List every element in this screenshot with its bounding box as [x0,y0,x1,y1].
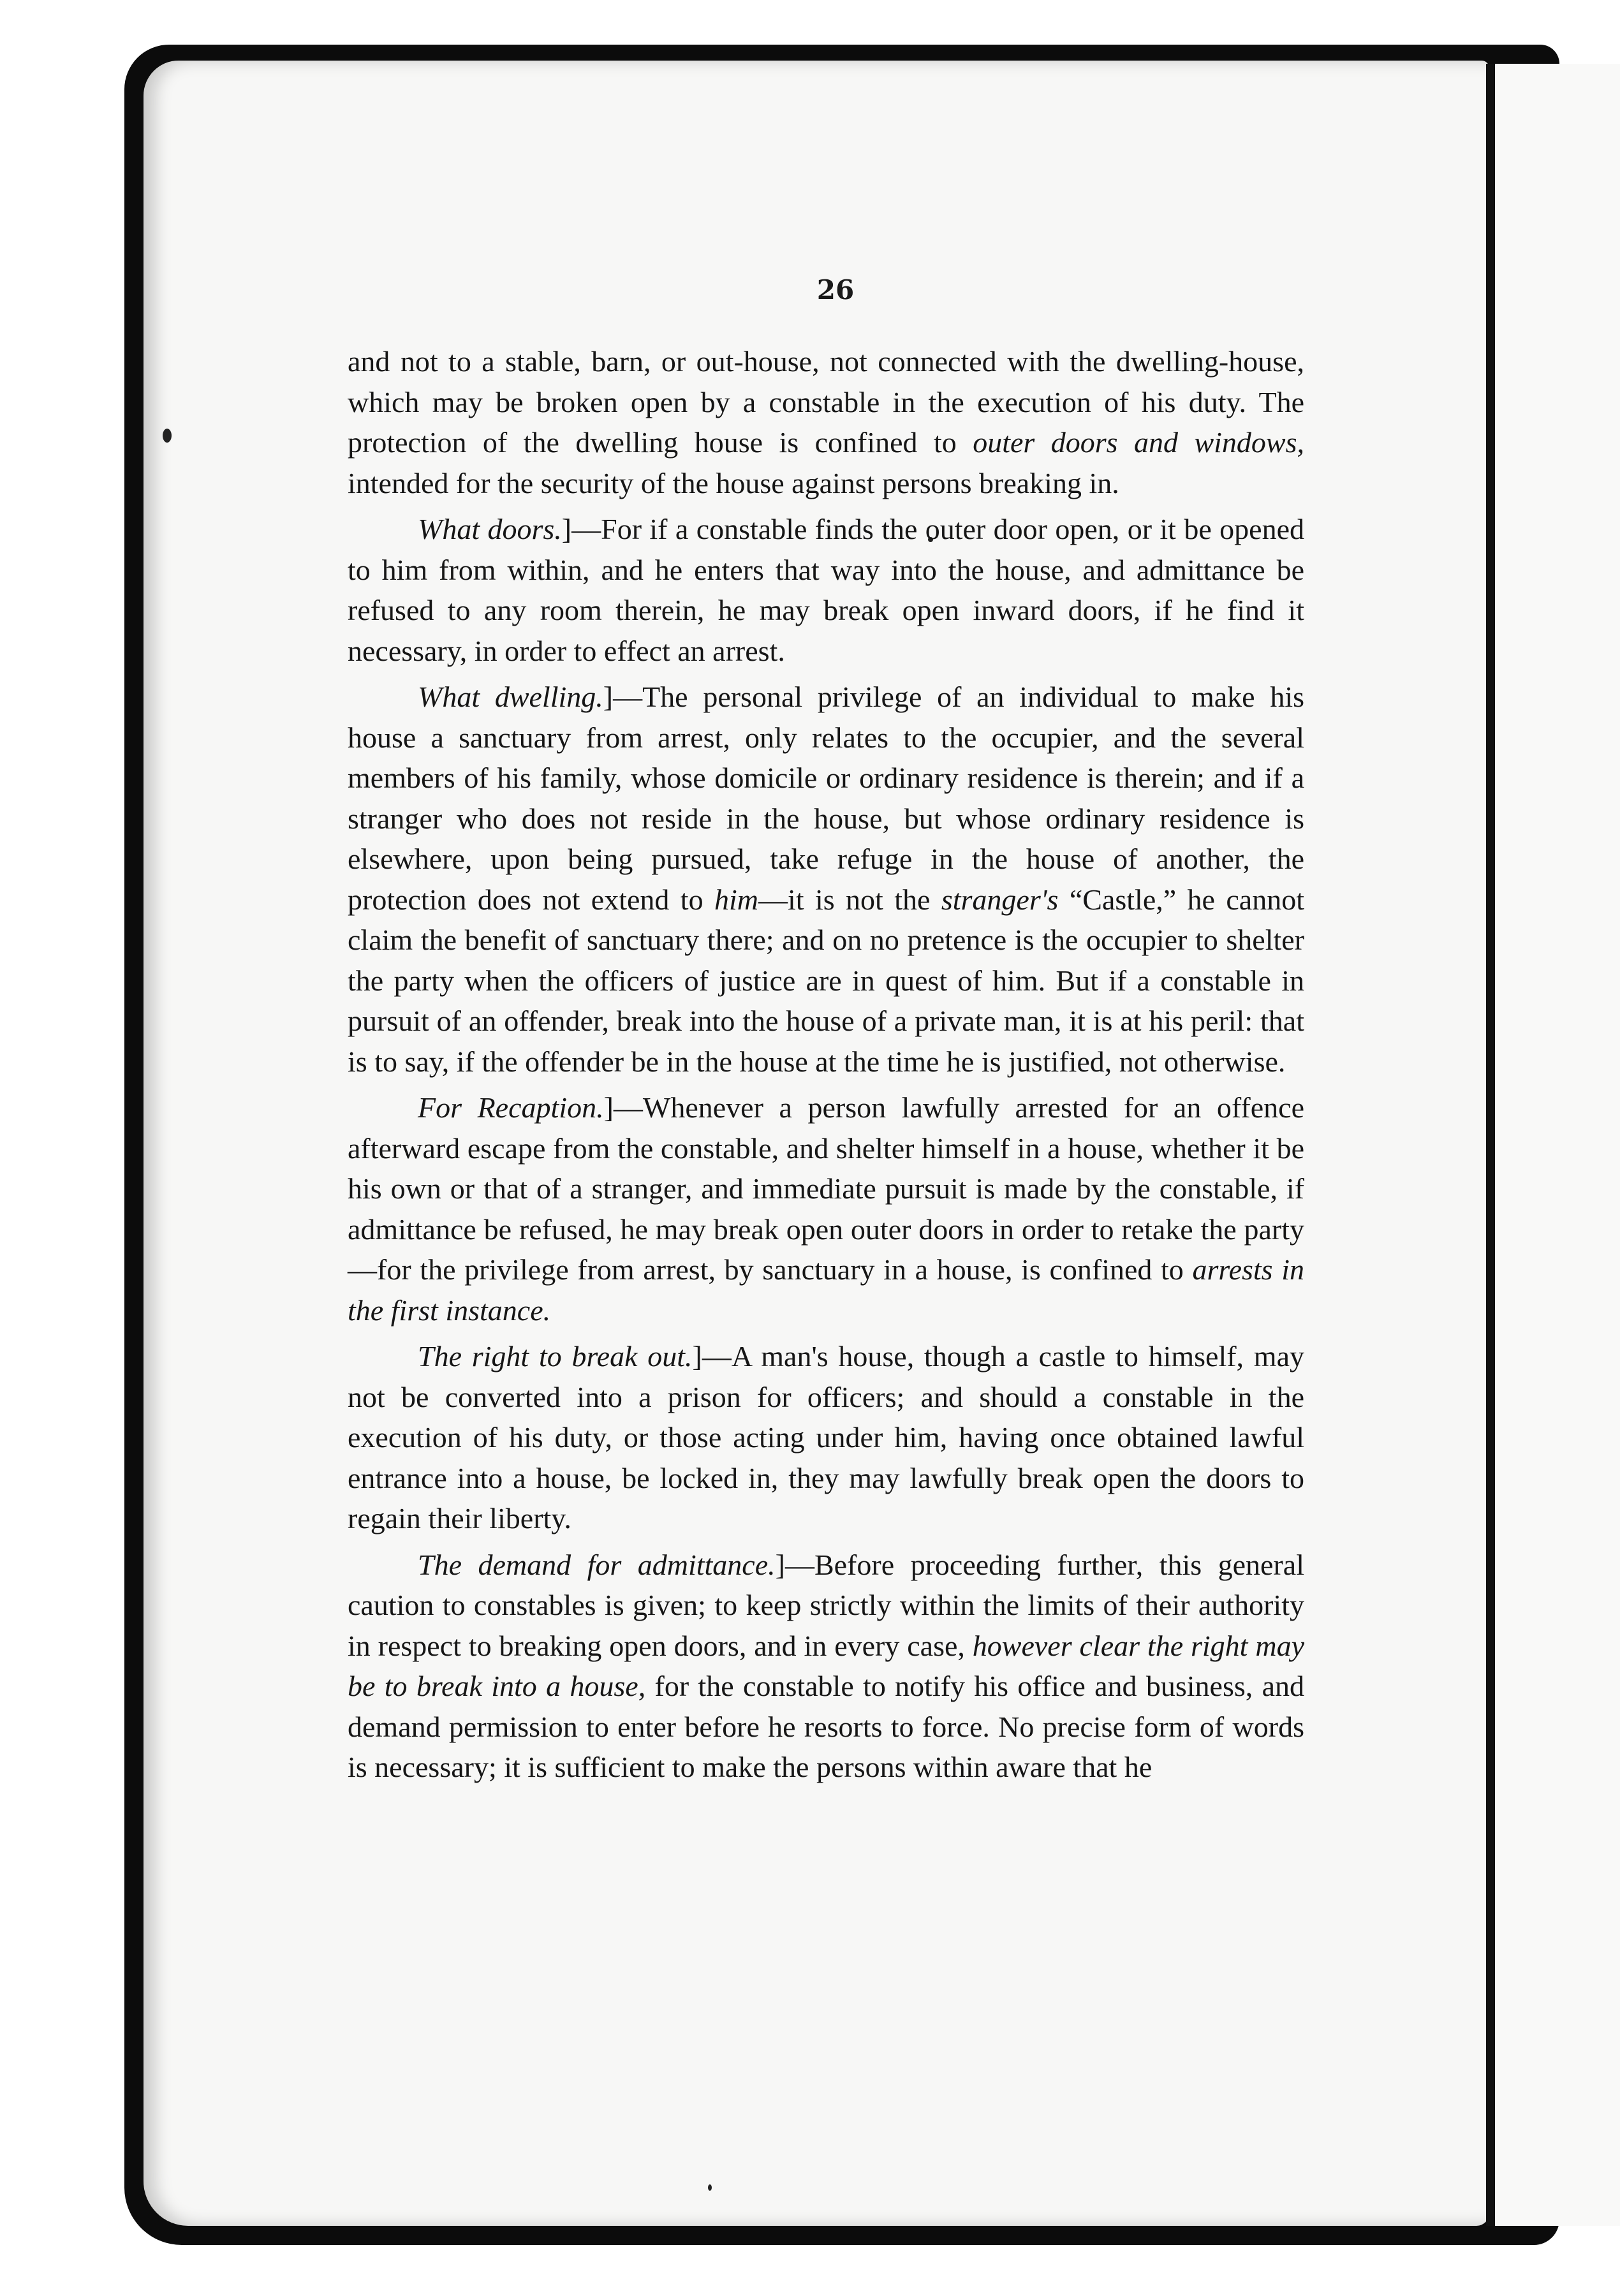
italic-text: stranger's [941,883,1059,916]
italic-text: What doors. [418,513,562,545]
ink-speck [163,429,172,443]
italic-text: For Recaption. [418,1091,604,1124]
italic-text: arrests in the first instance. [348,1253,1304,1327]
italic-text: him [714,883,758,916]
text-run: ]—Before proceeding further, this general caution to constables is given; to keep strictly within the limits of their authority in respect to breaking open doors, and in every case, [348,1548,1304,1662]
body-text [348,341,1304,1793]
italic-text: however clear the right may be to break into a house, [348,1629,1304,1702]
paragraph-continuation [348,341,1304,503]
text-run: and not to a stable, barn, or out-house, not connected with the dwelling-house, which may be broken open by a constable in the execution of his duty. The protection of the dwelling house is confined to [348,345,1304,459]
text-run: for the constable to notify his office and business, and demand permission to enter before he resorts to force. No precise form of words is necessary; it is sufficient to make the persons within aware that he [348,1670,1305,1783]
text-run: —it is not the [758,883,941,916]
page-number: 26 [816,274,855,305]
facing-page-edge [1495,64,1620,2226]
paragraph-for-recaption [348,1087,1304,1330]
italic-text: outer doors and windows, [973,426,1305,459]
italic-text: What dwelling. [418,681,603,713]
page-gutter [1486,64,1495,2226]
text-run: “Castle,” he cannot claim the benefit of sanctuary there; and on no pretence is the occupier to shelter the party when the officers of justice are in quest of him. But if a constable in pursuit of an offender, break into the house of a private man, it is at his peril: that is to say, if the offender be in the house at the time he is justified, not otherwise. [348,883,1304,1078]
ink-speck [708,2184,712,2191]
text-run: intended for the security of the house against persons breaking in. [348,466,1119,499]
paragraph-what-doors [348,509,1304,671]
paragraph-demand-for-admittance [348,1545,1304,1788]
text-run: ]—Whenever a person lawfully arrested for an offence afterward escape from the constable, and shelter himself in a house, whether it be his own or that of a stranger, and immediate pursuit is made by the constable, if admittance be refused, he may break open outer doors in order to retake the party—for the privilege from arrest, by sanctuary in a house, is confined to [348,1091,1304,1286]
text-run: ]—A man's house, though a castle to himself, may not be converted into a prison for officers; and should a constable in the execution of his duty, or those acting under him, having once obtained lawful entrance into a house, be locked in, they may lawfully break open the doors to regain their liberty. [348,1340,1304,1534]
paragraph-right-to-break-out [348,1336,1304,1539]
paragraph-what-dwelling [348,677,1304,1082]
text-run: ]—For if a constable finds the outer door open, or it be opened to him from within, and he enters that way into the house, and admittance be refused to any room therein, he may break open inward doors, if he find it necessary, in order to effect an arrest. [348,513,1304,667]
italic-text: The demand for admittance. [418,1548,776,1581]
italic-text: The right to break out. [418,1340,693,1372]
text-run: ]—The personal privilege of an individual to make his house a sanctuary from arrest, only relates to the occupier, and the several members of his family, whose domicile or ordinary residence is therein; and if a stranger who does not reside in the house, but whose ordinary residence is elsewhere, upon being pursued, take refuge in the house of another, the protection does not extend to [348,681,1304,916]
